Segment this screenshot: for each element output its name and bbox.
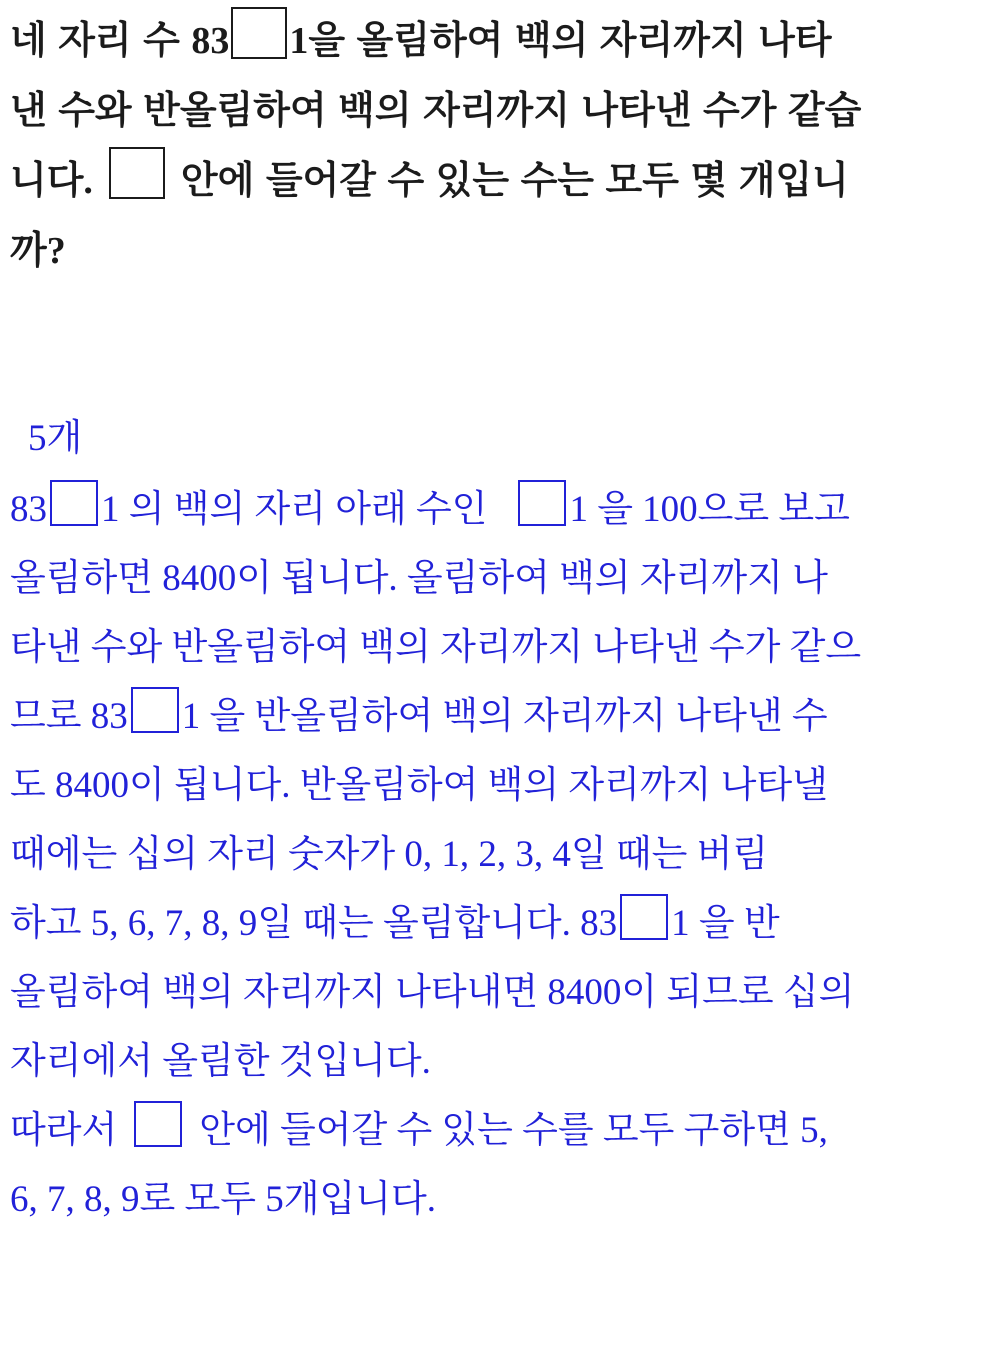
answer-spacer <box>10 286 983 404</box>
question-text: 니다. <box>10 160 93 202</box>
blank-box-icon <box>134 1101 182 1147</box>
solution-text: 올림하면 8400이 됩니다. 올림하여 백의 자리까지 나 <box>10 558 828 599</box>
solution-text: 1 의 백의 자리 아래 수인 <box>101 489 488 530</box>
blank-box-icon <box>109 147 165 199</box>
solution-line-9 <box>10 1027 983 1096</box>
solution-line-8 <box>10 958 983 1027</box>
solution-text: 따라서 <box>10 1110 118 1151</box>
solution-text: 도 8400이 됩니다. 반올림하여 백의 자리까지 나타낼 <box>10 765 828 806</box>
solution-text: 1 을 반 <box>671 903 780 944</box>
solution-text: 하고 5, 6, 7, 8, 9일 때는 올림합니다. 83 <box>10 903 618 944</box>
blank-box-icon <box>131 687 179 733</box>
solution-text: 83 <box>10 489 47 530</box>
question-text: 까? <box>10 230 66 272</box>
solution-text: 6, 7, 8, 9로 모두 5개입니다. <box>10 1179 436 1220</box>
solution-line-1 <box>10 475 983 544</box>
solution-text: 자리에서 올림한 것입니다. <box>10 1041 431 1082</box>
solution-line-4 <box>10 682 983 751</box>
question-text: 낸 수와 반올림하여 백의 자리까지 나타낸 수가 같습 <box>10 90 862 132</box>
solution-line-10 <box>10 1096 983 1165</box>
solution-text: 므로 83 <box>10 696 128 737</box>
solution-text: 때에는 십의 자리 숫자가 0, 1, 2, 3, 4일 때는 버림 <box>10 834 769 875</box>
question-block <box>10 6 983 286</box>
solution-line-7 <box>10 889 983 958</box>
question-text: 1을 올림하여 백의 자리까지 나타 <box>289 20 832 62</box>
answer-value: 5개 <box>28 418 83 459</box>
blank-box-icon <box>50 480 98 526</box>
blank-box-icon <box>518 480 566 526</box>
solution-line-11 <box>10 1165 983 1234</box>
solution-line-5 <box>10 751 983 820</box>
question-line-1 <box>10 6 983 76</box>
solution-line-3 <box>10 613 983 682</box>
question-line-2 <box>10 76 983 146</box>
solution-text: 1 을 100으로 보고 <box>569 489 850 530</box>
solution-text: 올림하여 백의 자리까지 나타내면 8400이 되므로 십의 <box>10 972 855 1013</box>
blank-box-icon <box>231 7 287 59</box>
solution-text: 안에 들어갈 수 있는 수를 모두 구하면 5, <box>199 1110 828 1151</box>
question-text: 네 자리 수 83 <box>10 20 230 62</box>
solution-text: 1 을 반올림하여 백의 자리까지 나타낸 수 <box>181 696 828 737</box>
question-line-3 <box>10 146 983 216</box>
solution-text: 타낸 수와 반올림하여 백의 자리까지 나타낸 수가 같으 <box>10 627 862 668</box>
solution-line-6 <box>10 820 983 889</box>
blank-box-icon <box>620 894 668 940</box>
solution-block <box>10 404 983 1234</box>
solution-line-2 <box>10 544 983 613</box>
question-text: 안에 들어갈 수 있는 수는 모두 몇 개입니 <box>180 160 849 202</box>
question-line-4 <box>10 216 983 286</box>
